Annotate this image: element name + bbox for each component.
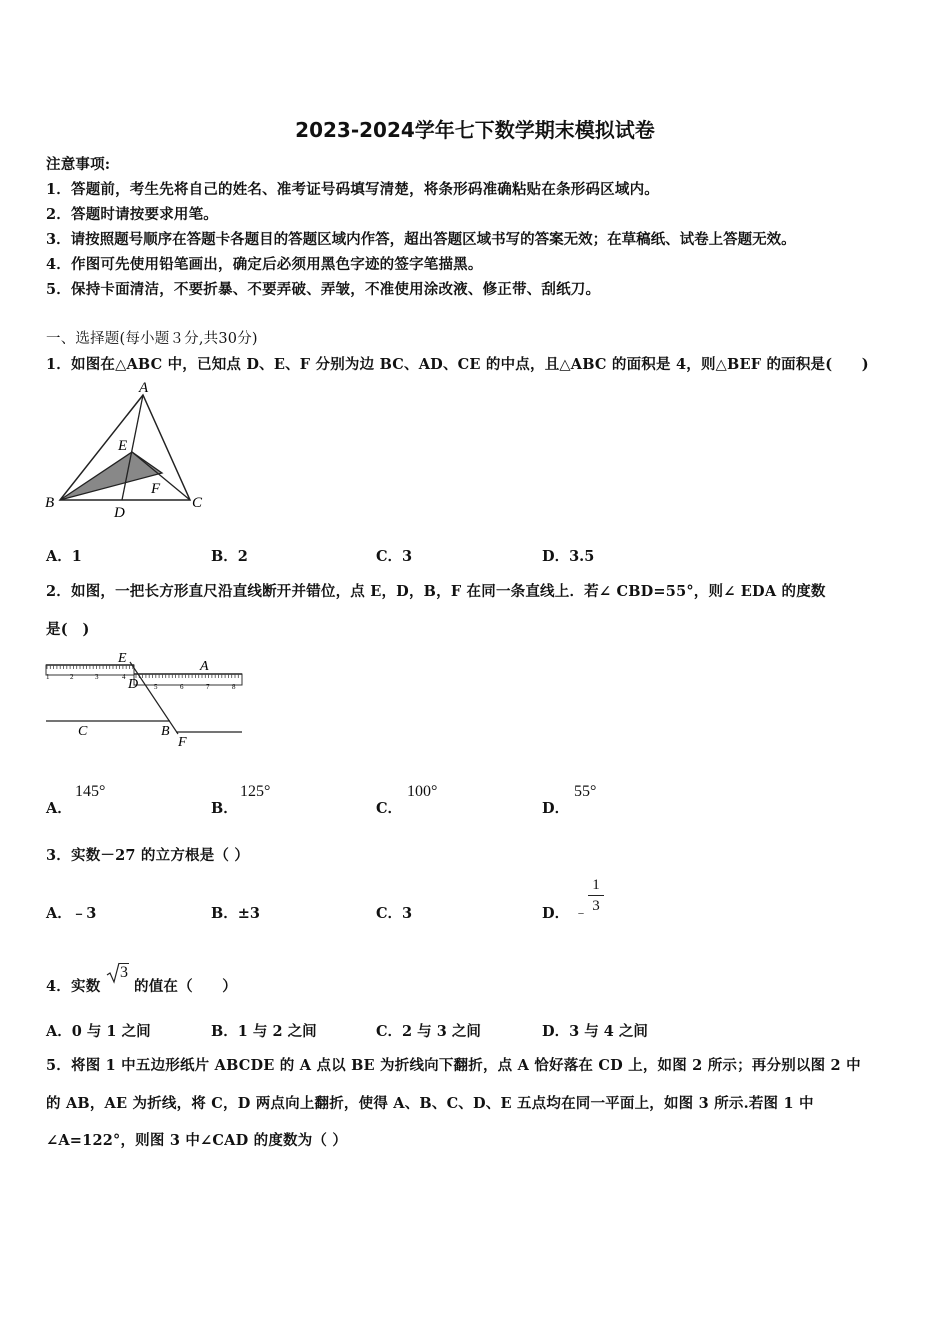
question-4-text-pre: 4．实数 <box>46 978 101 995</box>
tick-label: 7 <box>206 683 210 691</box>
shaded-triangle-bef <box>60 452 162 500</box>
label-a: A <box>200 659 209 674</box>
label-a: A <box>139 380 149 396</box>
q3-option-d-sign: ﹣ <box>574 905 588 921</box>
notice-item: 5．保持卡面清洁，不要折暴、不要弄破、弄皱，不准使用涂改液、修正带、刮纸刀。 <box>46 281 601 298</box>
fraction-numerator: 1 <box>592 877 600 893</box>
tick-label: 4 <box>122 673 126 681</box>
tick-label: 6 <box>180 683 184 691</box>
q2-option-d-letter[interactable]: D． <box>542 800 570 817</box>
label-b: B <box>45 495 55 511</box>
label-f: F <box>178 735 187 750</box>
q1-option-a[interactable]: A．1 <box>46 548 82 565</box>
question-2-text: 2．如图，一把长方形直尺沿直线断开并错位，点 E，D，B，F 在同一条直线上．若∠ CBD=55°，则∠ EDA 的度数 <box>46 583 826 600</box>
sqrt-sign-icon <box>106 962 120 984</box>
q1-triangle-figure <box>40 376 220 521</box>
ruler-right-part <box>134 674 242 685</box>
question-4-text-post: 的值在（ ） <box>134 978 237 995</box>
label-f: F <box>151 481 161 497</box>
q4-option-c[interactable]: C．2 与 3 之间 <box>376 1023 481 1040</box>
q2-option-b-letter[interactable]: B． <box>211 800 238 817</box>
q3-option-c[interactable]: C．3 <box>376 905 413 922</box>
transversal-ef <box>130 662 178 734</box>
label-b: B <box>161 724 170 739</box>
q2-option-d-value: 55° <box>574 783 597 800</box>
question-1-text: 1．如图在△ABC 中，已知点 D、E、F 分别为边 BC、AD、CE 的中点，且△ABC 的面积是 4，则△BEF 的面积是( ) <box>46 356 869 373</box>
notice-item: 3．请按照题号顺序在答题卡各题目的答题区域内作答，超出答题区域书写的答案无效；在草稿纸、试卷上答题无效。 <box>46 231 796 248</box>
q3-option-d-fraction <box>588 876 604 915</box>
tick-label: 5 <box>154 683 158 691</box>
section-heading: 一、选择题(每小题３分,共30分) <box>46 331 258 347</box>
q4-option-b[interactable]: B．1 与 2 之间 <box>211 1023 317 1040</box>
label-e: E <box>118 438 128 454</box>
q3-option-d-letter[interactable]: D． <box>542 905 570 922</box>
notice-item: 1．答题前，考生先将自己的姓名、准考证号码填写清楚，将条形码准确粘贴在条形码区域内。 <box>46 181 659 198</box>
label-c: C <box>192 495 203 511</box>
notice-item: 4．作图可先使用铅笔画出，确定后必须用黑色字迹的签字笔描黑。 <box>46 256 483 273</box>
q2-ruler-figure <box>40 648 250 753</box>
q1-option-b[interactable]: B．2 <box>211 548 248 565</box>
q4-option-a[interactable]: A．0 与 1 之间 <box>46 1023 151 1040</box>
q4-option-d[interactable]: D．3 与 4 之间 <box>542 1023 648 1040</box>
q2-option-c-letter[interactable]: C． <box>376 800 403 817</box>
notice-heading: 注意事项: <box>46 156 111 173</box>
fraction-bar <box>588 895 604 896</box>
question-5-text: 5．将图 1 中五边形纸片 ABCDE 的 A 点以 BE 为折线向下翻折，点 A 恰好落在 CD 上，如图 2 所示；再分别以图 2 中 <box>46 1057 861 1074</box>
tick-label: 3 <box>95 673 99 681</box>
q1-option-c[interactable]: C．3 <box>376 548 413 565</box>
question-2-text-cont: 是( ) <box>46 621 90 638</box>
question-5-text-cont: 的 AB，AE 为折线，将 C，D 两点向上翻折，使得 A、B、C、D、E 五点均在同一平面上，如图 3 所示.若图 1 中 <box>46 1095 814 1112</box>
q2-option-c-value: 100° <box>407 783 438 800</box>
question-5-text-cont: ∠A=122°，则图 3 中∠CAD 的度数为（ ） <box>46 1132 348 1149</box>
tick-label: 1 <box>46 673 50 681</box>
fraction-denominator: 3 <box>592 898 600 914</box>
label-e: E <box>118 651 127 666</box>
label-d: D <box>114 505 125 521</box>
tick-label: 8 <box>232 683 236 691</box>
tick-label: 2 <box>70 673 74 681</box>
q1-option-d[interactable]: D．3.5 <box>542 548 595 565</box>
label-c: C <box>78 724 88 739</box>
q2-option-b-value: 125° <box>240 783 271 800</box>
question-3-text: 3．实数－27 的立方根是（ ） <box>46 847 250 864</box>
q2-option-a-letter[interactable]: A． <box>46 800 72 817</box>
q3-option-a[interactable]: A．﹣3 <box>46 905 97 922</box>
notice-item: 2．答题时请按要求用笔。 <box>46 206 218 223</box>
label-d: D <box>128 677 139 692</box>
q2-option-a-value: 145° <box>75 783 106 800</box>
q3-option-b[interactable]: B．±3 <box>211 905 260 922</box>
sqrt-radicand: 3 <box>120 964 128 981</box>
page-title: 2023-2024学年七下数学期末模拟试卷 <box>295 118 655 142</box>
